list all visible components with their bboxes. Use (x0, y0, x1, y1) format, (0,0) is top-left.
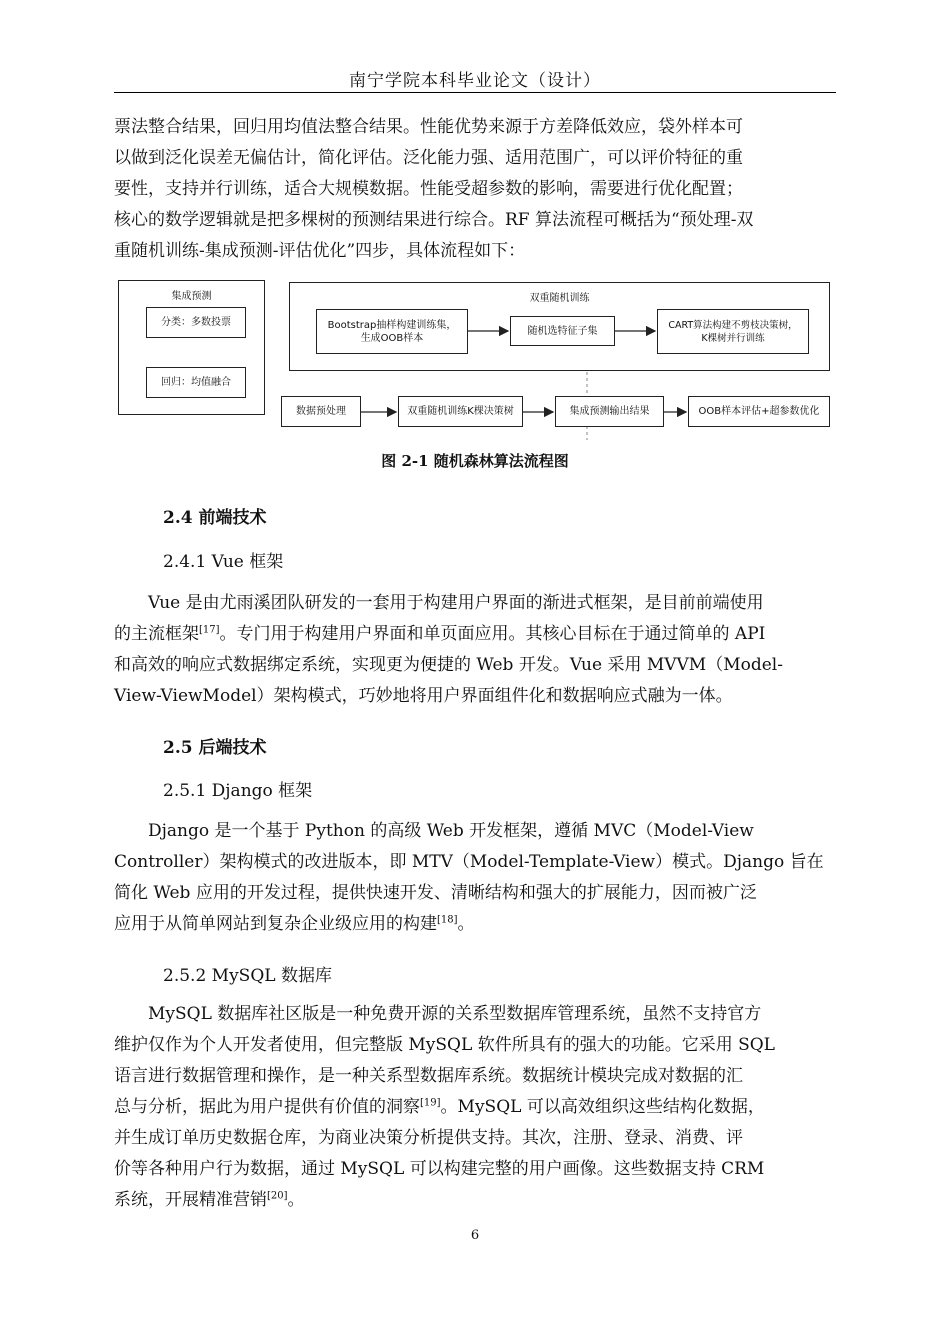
box-bootstrap-line2: 生成OOB样本 (360, 332, 424, 344)
text-fragment: 。专门用于构建用户界面和单页面应用。其核心目标在于通过简单的 API (219, 624, 766, 644)
text-line: 核心的数学逻辑就是把多棵树的预测结果进行综合。RF 算法流程可概括为“预处理-双 (114, 210, 754, 230)
box-ensemble-output: 集成预测输出结果 (555, 396, 664, 427)
paragraph-mysql (114, 999, 836, 1216)
text-line: MySQL 数据库社区版是一种免费开源的关系型数据库管理系统，虽然不支持官方 (148, 1004, 762, 1024)
group-dual-title: 双重随机训练 (529, 293, 590, 304)
citation-18[interactable]: [18] (437, 914, 458, 926)
page-header-title: 南宁学院本科毕业论文（设计） (349, 71, 601, 91)
paragraph-rf-summary (114, 112, 836, 267)
text-line: 和高效的响应式数据绑定系统，实现更为便捷的 Web 开发。Vue 采用 MVVM（Model- (114, 655, 783, 675)
text-line (114, 909, 836, 940)
box-cart-line2: K棵树并行训练 (701, 332, 765, 344)
citation-19[interactable]: [19] (420, 1097, 441, 1109)
box-oob-evaluation: OOB样本评估+超参数优化 (688, 396, 830, 427)
text-line: 语言进行数据管理和操作，是一种关系型数据库系统。数据统计模块完成对数据的汇 (114, 1066, 743, 1086)
text-fragment: 应用于从简单网站到复杂企业级应用的构建 (114, 914, 437, 934)
text-line: Django 是一个基于 Python 的高级 Web 开发框架，遵循 MVC（Model-View (148, 821, 754, 841)
box-cart-line1: CART算法构建不剪枝决策树， (668, 319, 798, 331)
text-line: 以做到泛化误差无偏估计，简化评估。泛化能力强、适用范围广，可以评价特征的重 (114, 148, 743, 168)
text-fragment: 。 (287, 1190, 305, 1210)
text-line (114, 1092, 836, 1123)
text-fragment: 系统，开展精准营销 (114, 1190, 267, 1210)
text-fragment: 的主流框架 (114, 624, 199, 644)
text-fragment: 。MySQL 可以高效组织这些结构化数据， (440, 1097, 765, 1117)
section-heading-2-4: 2.4 前端技术 (163, 508, 267, 528)
subsection-heading-2-5-2: 2.5.2 MySQL 数据库 (163, 966, 332, 986)
text-line (114, 619, 836, 650)
group-ensemble-title: 集成预测 (171, 291, 212, 302)
text-fragment: 。 (457, 914, 475, 934)
citation-17[interactable]: [17] (199, 624, 220, 636)
box-train-k-trees: 双重随机训练K棵决策树 (398, 396, 523, 427)
text-line: 要性，支持并行训练，适合大规模数据。性能受超参数的影响，需要进行优化配置； (114, 179, 743, 199)
text-line: 价等各种用户行为数据，通过 MySQL 可以构建完整的用户画像。这些数据支持 CRM (114, 1159, 765, 1179)
figure-caption: 图 2-1 随机森林算法流程图 (381, 452, 569, 470)
box-data-preprocessing: 数据预处理 (281, 396, 361, 427)
box-regression-mean: 回归：均值融合 (146, 367, 246, 398)
text-line: 简化 Web 应用的开发过程，提供快速开发、清晰结构和强大的扩展能力，因而被广泛 (114, 883, 757, 903)
text-line: 票法整合结果，回归用均值法整合结果。性能优势来源于方差降低效应，袋外样本可 (114, 117, 743, 137)
text-line (114, 1185, 836, 1216)
paragraph-django (114, 816, 836, 940)
box-bootstrap-sampling (316, 309, 468, 354)
section-heading-2-5: 2.5 后端技术 (163, 738, 267, 758)
text-line: Controller）架构模式的改进版本，即 MTV（Model-Template-View）模式。Django 旨在 (114, 852, 824, 872)
text-line: View-ViewModel）架构模式，巧妙地将用户界面组件化和数据响应式融为一体。 (114, 686, 733, 706)
header-rule (114, 92, 836, 93)
text-line: 重随机训练-集成预测-评估优化”四步，具体流程如下： (114, 241, 526, 261)
subsection-heading-2-5-1: 2.5.1 Django 框架 (163, 781, 313, 801)
box-classification-voting: 分类：多数投票 (146, 307, 246, 338)
box-bootstrap-line1: Bootstrap抽样构建训练集， (327, 319, 457, 331)
subsection-heading-2-4-1: 2.4.1 Vue 框架 (163, 552, 284, 572)
text-fragment: 总与分析，据此为用户提供有价值的洞察 (114, 1097, 420, 1117)
text-line: Vue 是由尤雨溪团队研发的一套用于构建用户界面的渐进式框架，是目前前端使用 (148, 593, 764, 613)
box-cart-trees (657, 309, 809, 354)
paragraph-vue (114, 588, 836, 712)
page-number: 6 (470, 1228, 480, 1243)
box-feature-subset: 随机选特征子集 (510, 316, 615, 346)
citation-20[interactable]: [20] (267, 1190, 288, 1202)
text-line: 维护仅作为个人开发者使用，但完整版 MySQL 软件所具有的强大的功能。它采用 SQL (114, 1035, 775, 1055)
text-line: 并生成订单历史数据仓库，为商业决策分析提供支持。其次，注册、登录、消费、评 (114, 1128, 743, 1148)
